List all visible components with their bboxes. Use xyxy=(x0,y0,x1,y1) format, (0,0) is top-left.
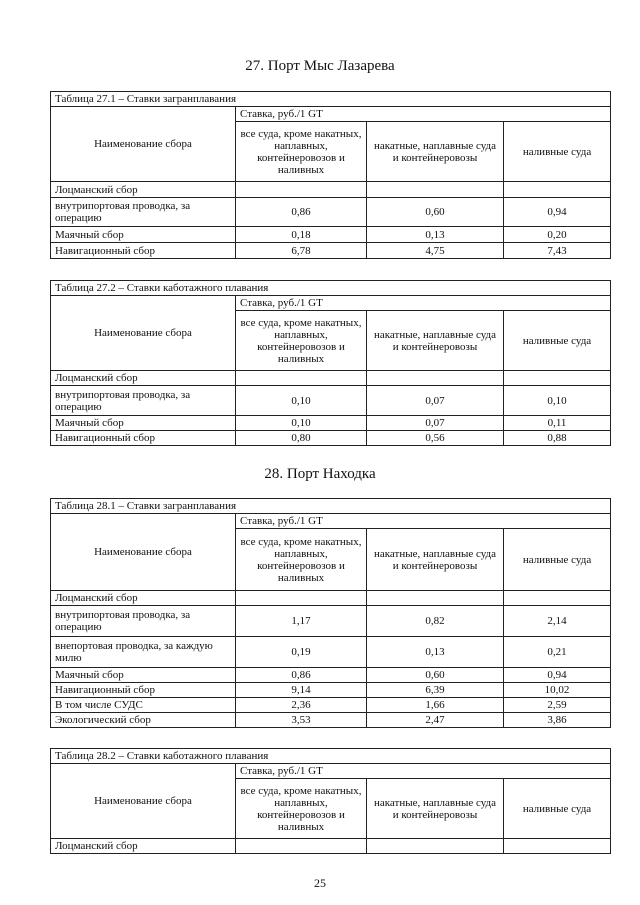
row-label: Навигационный сбор xyxy=(51,683,236,698)
table-row xyxy=(51,371,611,386)
rate-header: Ставка, руб./1 GT xyxy=(236,107,611,122)
table-row xyxy=(51,713,611,728)
cell-value: 0,13 xyxy=(367,227,504,243)
table-row xyxy=(51,416,611,431)
table-row xyxy=(51,591,611,606)
cell-value xyxy=(504,839,611,854)
row-label: внутрипортовая проводка, за операцию xyxy=(51,386,236,416)
cell-value: 0,19 xyxy=(236,637,367,668)
table-row xyxy=(51,606,611,637)
row-label: Маячный сбор xyxy=(51,227,236,243)
cell-value: 7,43 xyxy=(504,243,611,259)
cell-value: 0,86 xyxy=(236,668,367,683)
row-label: Лоцманский сбор xyxy=(51,591,236,606)
column-header-name: Наименование сбора xyxy=(51,107,236,182)
table-row xyxy=(51,182,611,198)
cell-value: 9,14 xyxy=(236,683,367,698)
row-label: Навигационный сбор xyxy=(51,431,236,446)
column-header-roro-containers: накатные, наплавные суда и контейнеровозы xyxy=(367,529,504,591)
column-header-roro-containers: накатные, наплавные суда и контейнеровозы xyxy=(367,311,504,371)
cell-value xyxy=(504,182,611,198)
cell-value: 0,10 xyxy=(236,416,367,431)
cell-value xyxy=(367,591,504,606)
cell-value: 0,82 xyxy=(367,606,504,637)
cell-value: 0,94 xyxy=(504,198,611,227)
row-label: Лоцманский сбор xyxy=(51,371,236,386)
table-row xyxy=(51,198,611,227)
table-row xyxy=(51,637,611,668)
cell-value: 1,17 xyxy=(236,606,367,637)
cell-value: 2,47 xyxy=(367,713,504,728)
cell-value: 0,07 xyxy=(367,386,504,416)
cell-value: 3,86 xyxy=(504,713,611,728)
cell-value: 0,60 xyxy=(367,668,504,683)
cell-value: 0,21 xyxy=(504,637,611,668)
page-number: 25 xyxy=(314,876,326,890)
row-label: внутрипортовая проводка, за операцию xyxy=(51,198,236,227)
column-header-all-vessels: все суда, кроме накатных, наплавных, контейнеровозов и наливных xyxy=(236,779,367,839)
row-label: Навигационный сбор xyxy=(51,243,236,259)
column-header-tankers: наливные суда xyxy=(504,122,611,182)
column-header-name: Наименование сбора xyxy=(51,514,236,591)
cell-value: 0,18 xyxy=(236,227,367,243)
cell-value: 0,60 xyxy=(367,198,504,227)
table-caption: Таблица 28.1 – Ставки загранплавания xyxy=(51,499,611,514)
table-row xyxy=(51,227,611,243)
cell-value: 0,56 xyxy=(367,431,504,446)
cell-value: 6,39 xyxy=(367,683,504,698)
row-label: внутрипортовая проводка, за операцию xyxy=(51,606,236,637)
table-caption: Таблица 27.1 – Ставки загранплавания xyxy=(51,92,611,107)
cell-value: 0,13 xyxy=(367,637,504,668)
cell-value: 3,53 xyxy=(236,713,367,728)
cell-value: 0,20 xyxy=(504,227,611,243)
section-27-title: 27. Порт Мыс Лазарева xyxy=(245,58,395,74)
cell-value xyxy=(236,371,367,386)
cell-value: 0,80 xyxy=(236,431,367,446)
cell-value: 0,88 xyxy=(504,431,611,446)
row-label: внепортовая проводка, за каждую милю xyxy=(51,637,236,668)
cell-value: 4,75 xyxy=(367,243,504,259)
table-row xyxy=(51,698,611,713)
cell-value xyxy=(504,591,611,606)
table-row xyxy=(51,683,611,698)
column-header-name: Наименование сбора xyxy=(51,764,236,839)
cell-value xyxy=(367,839,504,854)
rate-header: Ставка, руб./1 GT xyxy=(236,764,611,779)
row-label: Лоцманский сбор xyxy=(51,182,236,198)
table-caption: Таблица 28.2 – Ставки каботажного плавания xyxy=(51,749,611,764)
cell-value xyxy=(367,371,504,386)
cell-value: 0,10 xyxy=(236,386,367,416)
cell-value: 0,10 xyxy=(504,386,611,416)
table-caption: Таблица 27.2 – Ставки каботажного плавания xyxy=(51,281,611,296)
cell-value xyxy=(236,182,367,198)
row-label: В том числе СУДС xyxy=(51,698,236,713)
cell-value: 0,07 xyxy=(367,416,504,431)
column-header-all-vessels: все суда, кроме накатных, наплавных, контейнеровозов и наливных xyxy=(236,122,367,182)
cell-value: 0,11 xyxy=(504,416,611,431)
row-label: Экологический сбор xyxy=(51,713,236,728)
table-27-1 xyxy=(50,91,611,259)
table-row xyxy=(51,668,611,683)
table-row xyxy=(51,839,611,854)
table-row xyxy=(51,386,611,416)
table-28-2 xyxy=(50,748,611,854)
column-header-tankers: наливные суда xyxy=(504,779,611,839)
row-label: Лоцманский сбор xyxy=(51,839,236,854)
cell-value: 2,59 xyxy=(504,698,611,713)
table-row xyxy=(51,431,611,446)
cell-value: 10,02 xyxy=(504,683,611,698)
cell-value xyxy=(236,591,367,606)
table-row xyxy=(51,243,611,259)
section-28-title: 28. Порт Находка xyxy=(264,466,376,482)
cell-value xyxy=(504,371,611,386)
cell-value xyxy=(236,839,367,854)
table-27-2 xyxy=(50,280,611,446)
cell-value: 6,78 xyxy=(236,243,367,259)
column-header-roro-containers: накатные, наплавные суда и контейнеровозы xyxy=(367,122,504,182)
cell-value: 1,66 xyxy=(367,698,504,713)
column-header-tankers: наливные суда xyxy=(504,529,611,591)
column-header-all-vessels: все суда, кроме накатных, наплавных, контейнеровозов и наливных xyxy=(236,529,367,591)
cell-value: 0,86 xyxy=(236,198,367,227)
cell-value xyxy=(367,182,504,198)
column-header-tankers: наливные суда xyxy=(504,311,611,371)
row-label: Маячный сбор xyxy=(51,416,236,431)
row-label: Маячный сбор xyxy=(51,668,236,683)
rate-header: Ставка, руб./1 GT xyxy=(236,514,611,529)
cell-value: 2,14 xyxy=(504,606,611,637)
column-header-roro-containers: накатные, наплавные суда и контейнеровозы xyxy=(367,779,504,839)
table-28-1 xyxy=(50,498,611,728)
rate-header: Ставка, руб./1 GT xyxy=(236,296,611,311)
column-header-all-vessels: все суда, кроме накатных, наплавных, контейнеровозов и наливных xyxy=(236,311,367,371)
column-header-name: Наименование сбора xyxy=(51,296,236,371)
cell-value: 0,94 xyxy=(504,668,611,683)
cell-value: 2,36 xyxy=(236,698,367,713)
